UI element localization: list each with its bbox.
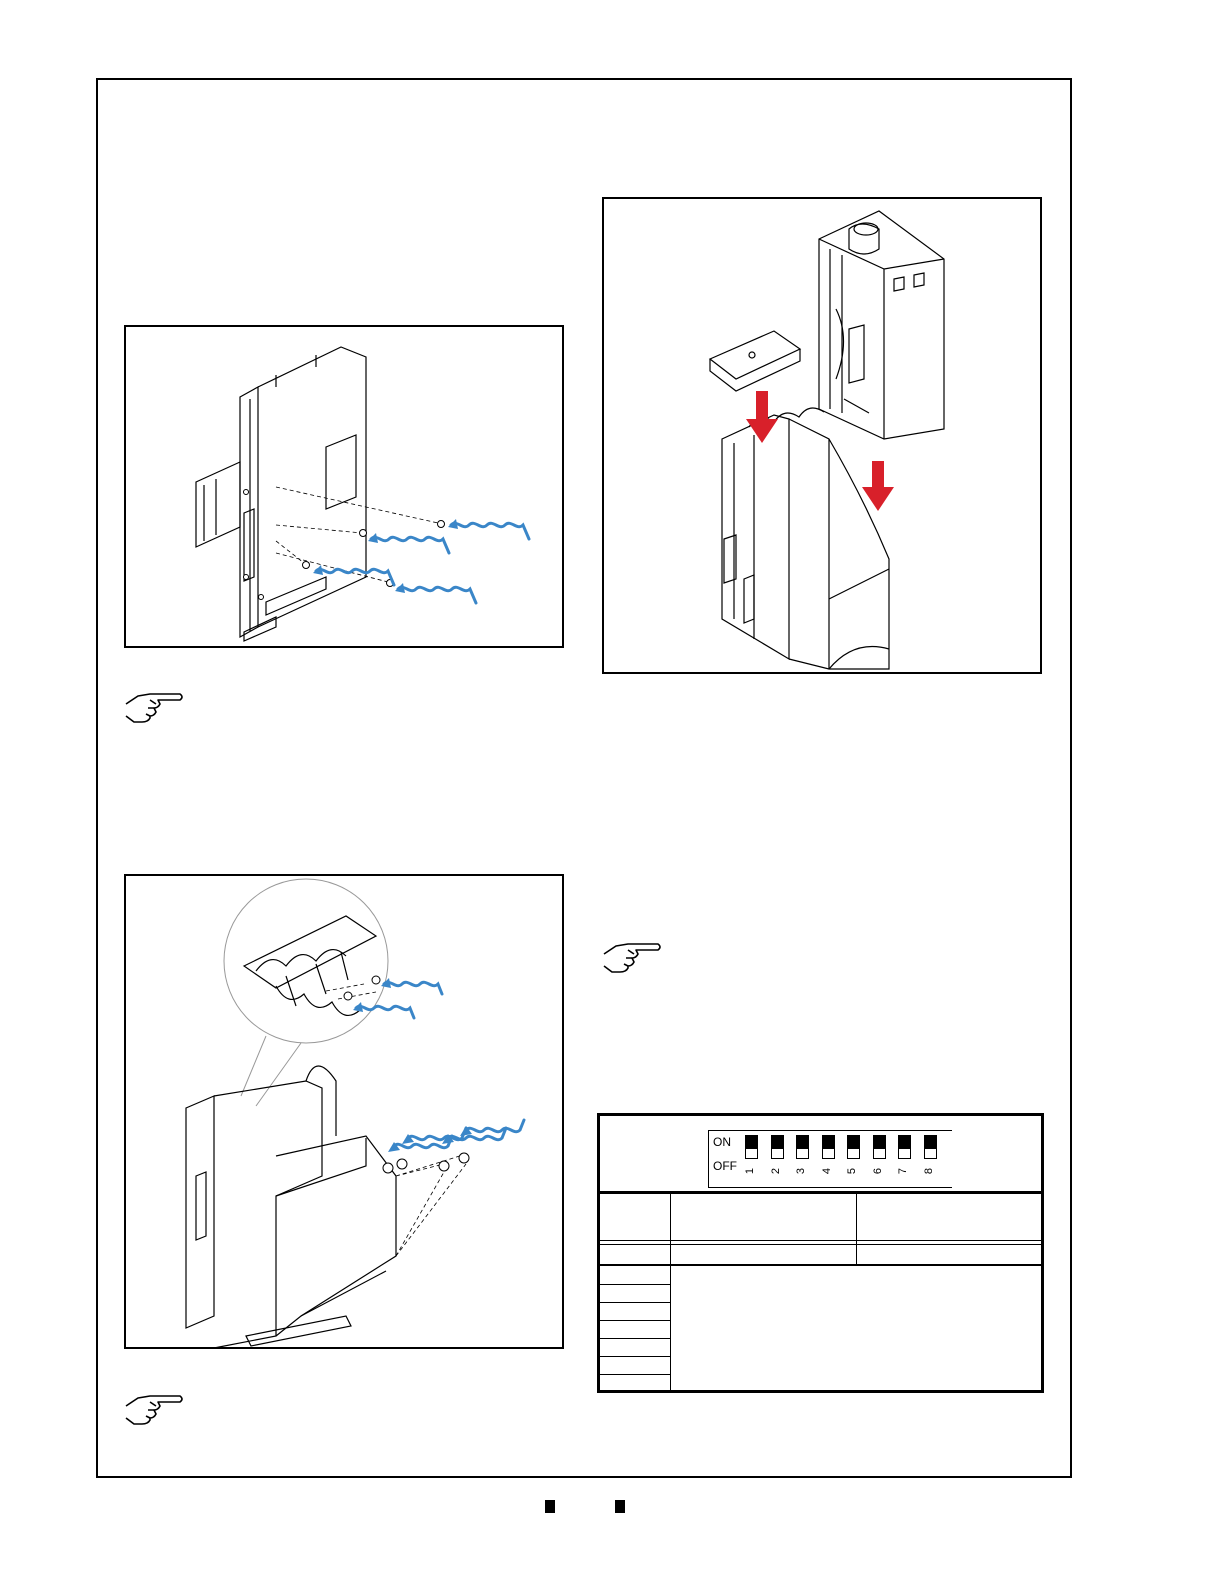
- dip-switch-panel: [708, 1130, 952, 1188]
- hopper-illustration: [604, 199, 1044, 676]
- dip-switch-number: 2: [769, 1167, 782, 1175]
- dip-off-label: OFF: [713, 1159, 737, 1173]
- dip-switch-7: [898, 1135, 911, 1159]
- figure-chute-assembly: [124, 874, 564, 1349]
- dip-switch-header: [600, 1116, 1041, 1194]
- dip-switch-5: [847, 1135, 860, 1159]
- dip-switch-1: [745, 1135, 758, 1159]
- dip-switch-6: [873, 1135, 886, 1159]
- chute-illustration: [126, 876, 566, 1351]
- pointing-hand-icon: [602, 936, 662, 976]
- dip-switch-number: 1: [744, 1167, 757, 1175]
- dip-switch-number: 7: [897, 1167, 910, 1175]
- footer-marker: [545, 1500, 555, 1513]
- figure-coin-hopper: [602, 197, 1042, 674]
- bracket-illustration: [126, 327, 566, 650]
- dip-switch-number: 8: [922, 1167, 935, 1175]
- dip-switch-table: [597, 1113, 1044, 1393]
- dip-on-label: ON: [713, 1135, 731, 1149]
- figure-bracket: [124, 325, 564, 648]
- footer-marker: [615, 1500, 625, 1513]
- pointing-hand-icon: [124, 1388, 184, 1428]
- pointing-hand-icon: [124, 686, 184, 726]
- dip-switch-number: 3: [795, 1167, 808, 1175]
- dip-switch-2: [771, 1135, 784, 1159]
- dip-switch-number: 5: [846, 1167, 859, 1175]
- dip-switch-number: 4: [820, 1167, 833, 1175]
- dip-switch-8: [924, 1135, 937, 1159]
- dip-switch-4: [822, 1135, 835, 1159]
- dip-switch-3: [796, 1135, 809, 1159]
- dip-switch-number: 6: [871, 1167, 884, 1175]
